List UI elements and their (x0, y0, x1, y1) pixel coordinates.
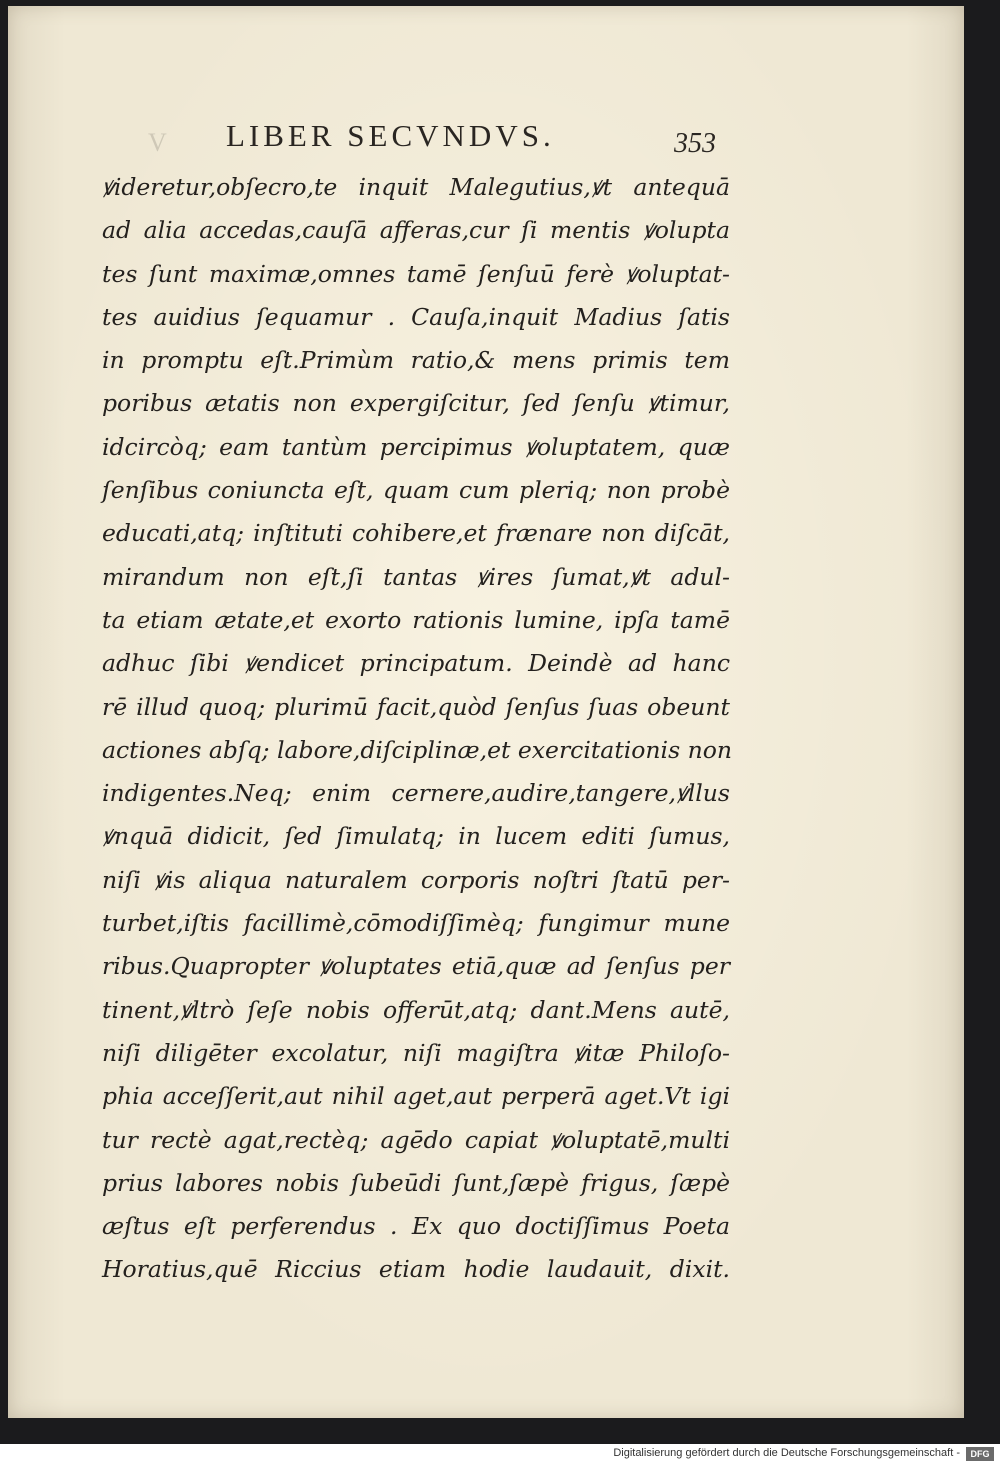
text-line: ꝟideretur,obſecro,te inquit Malegutius,ꝟt antequā (102, 173, 731, 201)
text-line: tes auidius ſequamur . Cauſa,inquit Madius ſatis (102, 302, 730, 331)
text-line: tes ſunt maximæ,omnes tamē ſenſuū ferè ꝟoluptat- (102, 259, 730, 288)
text-line: tinent,ꝟltrò ſeſe nobis offerūt,atq; dant.Mens autē, (102, 995, 730, 1024)
text-line: ta etiam ætate,et exorto rationis lumine, ipſa tamē (102, 605, 730, 634)
text-line: ꝟnquā didicit, ſed ſimulatq; in lucem editi ſumus, (102, 822, 730, 851)
footer-bar (0, 1444, 1000, 1465)
running-head-title: LIBER SECVNDVS. (226, 118, 555, 153)
text-line: ſenſibus coniuncta eſt, quam cum pleriq; non probè (102, 476, 730, 505)
bleed-through-mark: V (148, 128, 167, 157)
funding-credit: Digitalisierung gefördert durch die Deutsche Forschungsgemeinschaft - (613, 1447, 960, 1459)
dfg-logo: DFG (966, 1447, 994, 1461)
text-line: phia acceſſerit,aut nihil aget,aut perperā aget.Vt igi (102, 1082, 730, 1111)
text-line: idcircòq; eam tantùm percipimus ꝟoluptatem, quæ (102, 432, 730, 461)
text-line: actiones abſq; labore,diſciplinæ,et exercitationis non (102, 735, 733, 764)
running-head (8, 118, 964, 162)
text-line: indigentes.Neq; enim cernere,audire,tangere,ꝟllus (102, 779, 730, 808)
text-line: mirandum non eſt,ſi tantas ꝟires ſumat,ꝟt adul- (102, 562, 730, 591)
text-line: turbet,iſtis facillimè,cōmodiſſimèq; fungimur mune (102, 909, 730, 938)
text-line: Horatius,quē Riccius etiam hodie laudauit, dixit. (102, 1255, 730, 1284)
text-line: adhuc ſibi ꝟendicet principatum. Deindè ad hanc (102, 649, 730, 678)
text-line: poribus ætatis non expergiſcitur, ſed ſenſu ꝟtimur, (102, 389, 730, 418)
text-line: prius labores nobis ſubeūdi ſunt,ſæpè frigus, ſæpè (102, 1168, 730, 1197)
text-line: ad alia accedas,cauſā afferas,cur ſi mentis ꝟolupta (102, 216, 730, 245)
text-line: tur rectè agat,rectèq; agēdo capiat ꝟoluptatē,multi (102, 1125, 730, 1154)
text-line: educati,atq; inſtituti cohibere,et frænare non diſcāt, (102, 519, 730, 548)
page-number: 353 (674, 128, 716, 159)
text-line: niſi diligēter excolatur, niſi magiſtra ꝟitæ Philoſo- (102, 1038, 730, 1067)
text-line: rē illud quoq; plurimū facit,quòd ſenſus ſuas obeunt (102, 692, 730, 721)
text-line: niſi ꝟis aliqua naturalem corporis noſtri ſtatū per- (102, 865, 730, 894)
text-line: ribus.Quapropter ꝟoluptates etiā,quæ ad ſenſus per (102, 952, 730, 981)
body-text (102, 166, 733, 1292)
book-page (8, 6, 964, 1418)
text-line: in promptu eſt.Primùm ratio,& mens primis tem (102, 346, 730, 375)
text-line: æſtus eſt perferendus . Ex quo doctiſſimus Poeta (102, 1212, 730, 1241)
